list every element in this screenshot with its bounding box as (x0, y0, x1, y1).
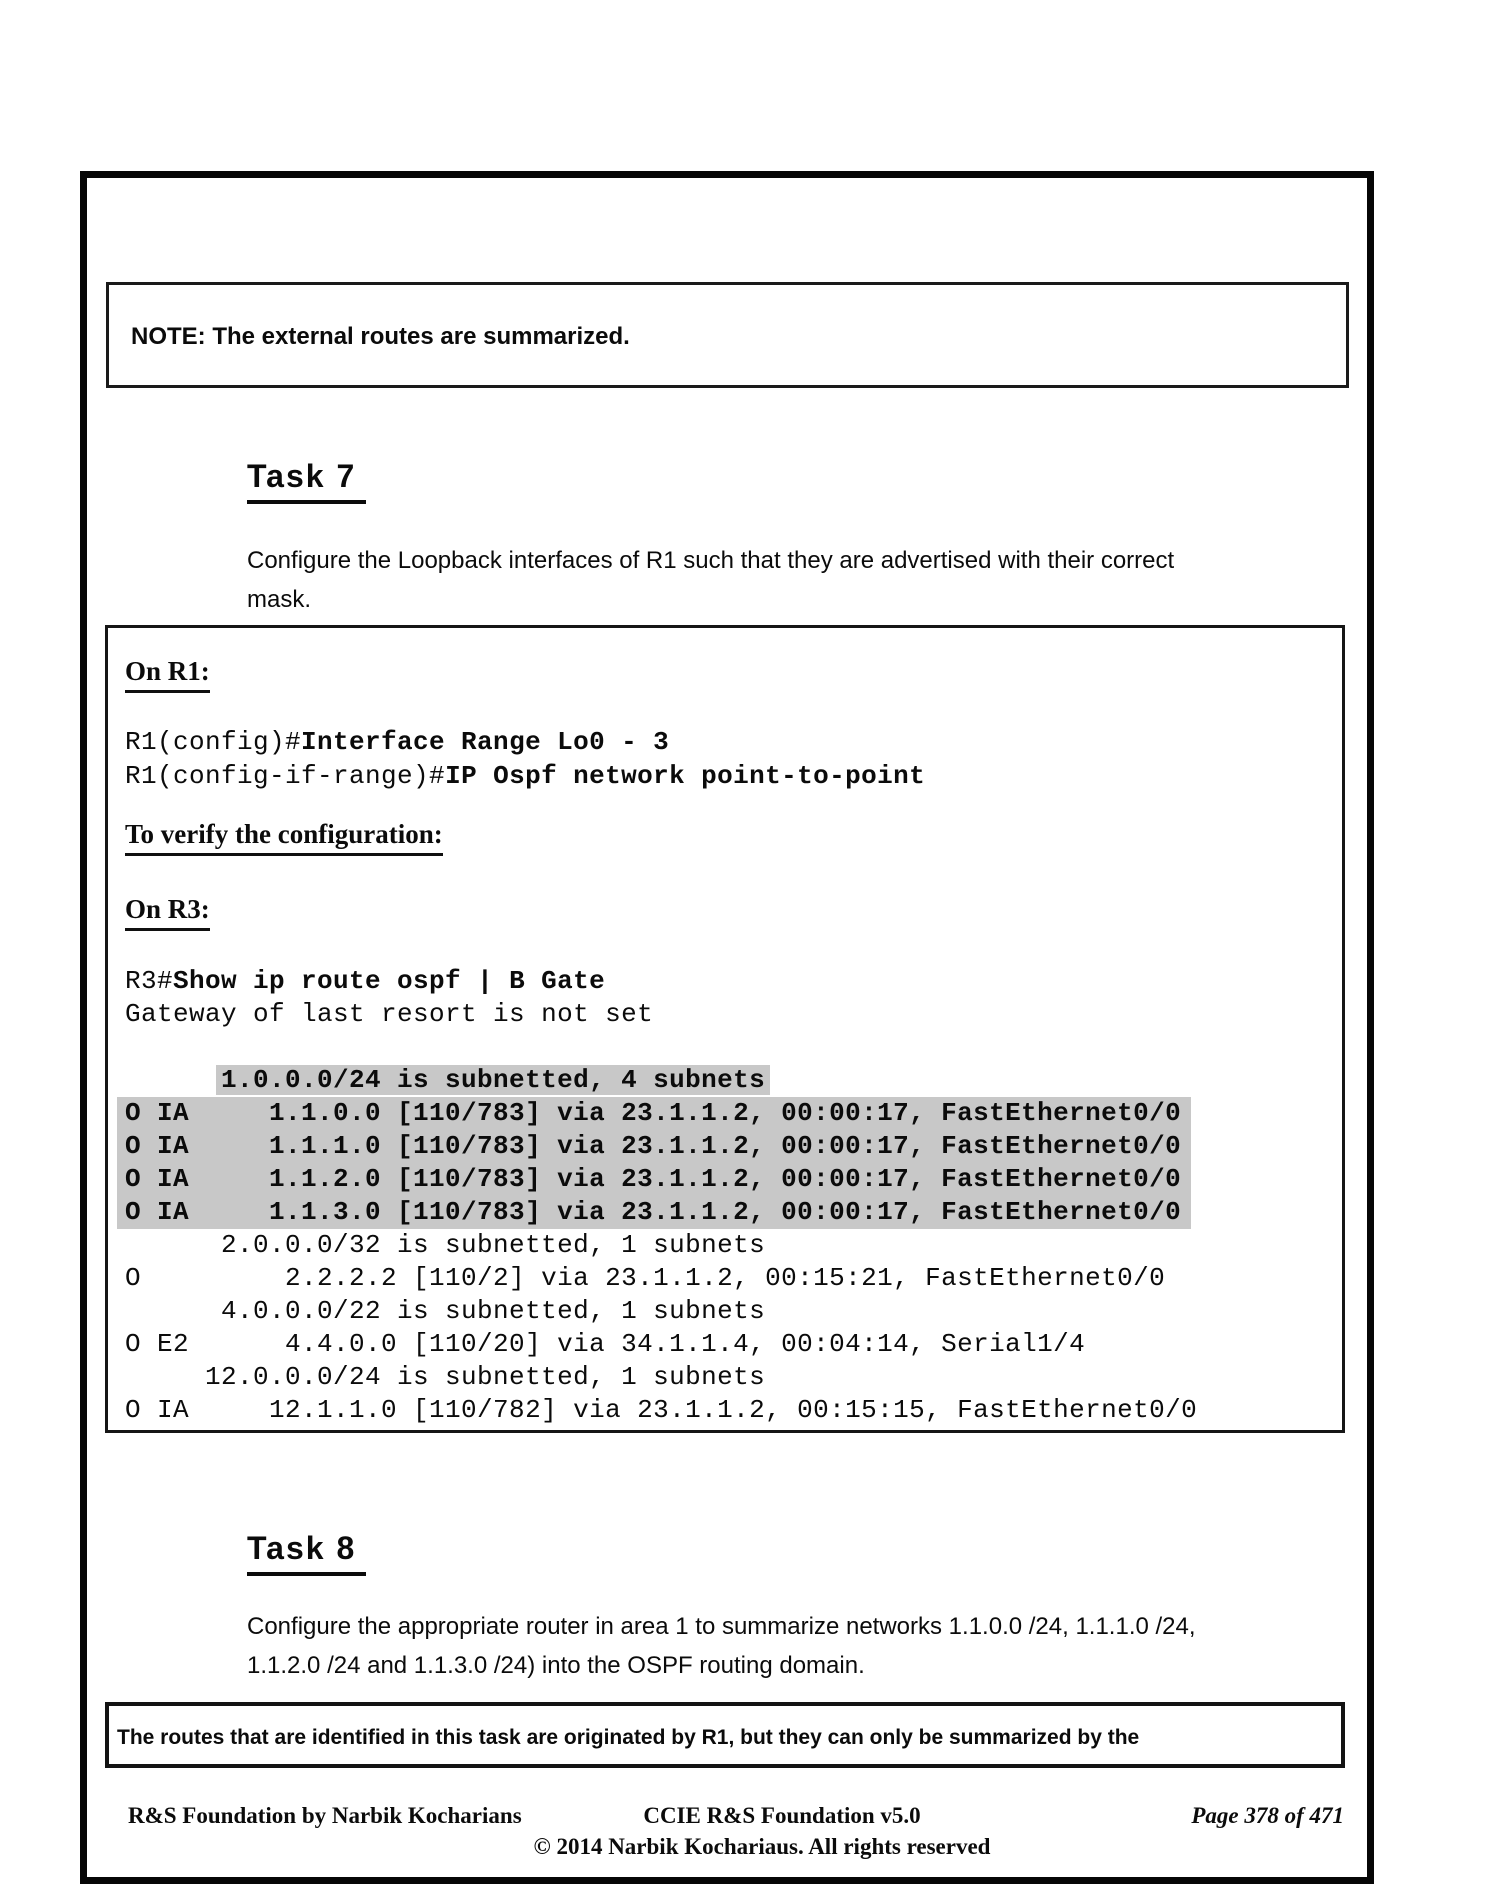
cli-prompt: R1(config)# (125, 727, 302, 757)
route-line: 4.0.0.0/22 is subnetted, 1 subnets (125, 1296, 766, 1326)
route-line: O IA 1.1.0.0 [110/783] via 23.1.1.2, 00:00:17, FastEthernet0/0 (117, 1097, 1191, 1130)
footer-copyright: © 2014 Narbik Kochariaus. All rights reserved (533, 1834, 991, 1859)
r3-prompt: R3# (125, 966, 174, 996)
route-line: 1.0.0.0/24 is subnetted, 4 subnets (221, 1065, 766, 1095)
bottom-note-text: The routes that are identified in this task are originated by R1, but they can only be summarized by the (117, 1726, 1140, 1749)
route-line: 12.0.0.0/24 is subnetted, 1 subnets (125, 1362, 766, 1392)
task7-paragraph-line: Configure the Loopback interfaces of R1 such that they are advertised with their correct (247, 547, 1175, 574)
footer-page-number: Page 378 of 471 (1191, 1803, 1344, 1828)
task8-paragraph-line: 1.1.2.0 /24 and 1.1.3.0 /24) into the OSPF routing domain. (247, 1652, 865, 1679)
cli-command: Interface Range Lo0 - 3 (301, 727, 670, 757)
cli-command-line (125, 759, 1342, 793)
on-r3-heading: On R3: (125, 894, 210, 931)
note-box (106, 282, 1349, 388)
route-line: O IA 12.1.1.0 [110/782] via 23.1.1.2, 00:15:15, FastEthernet0/0 (125, 1395, 1198, 1425)
on-r1-heading: On R1: (125, 656, 210, 693)
gateway-line: Gateway of last resort is not set (125, 999, 654, 1029)
footer-title: CCIE R&S Foundation v5.0 (643, 1803, 921, 1828)
route-line: O E2 4.4.0.0 [110/20] via 34.1.1.4, 00:04:14, Serial1/4 (125, 1329, 1086, 1359)
verify-heading: To verify the configuration: (125, 819, 443, 856)
task8-paragraph (247, 1607, 1196, 1685)
cli-prompt: R1(config-if-range)# (125, 761, 446, 791)
task8-paragraph-line: Configure the appropriate router in area 1 to summarize networks 1.1.0.0 /24, 1.1.1.0 /24, (247, 1613, 1196, 1640)
show-command: Show ip route ospf | B Gate (173, 966, 606, 996)
task7-paragraph-line: mask. (247, 586, 312, 613)
task7-heading: Task 7 (247, 458, 366, 504)
route-lines-block (125, 1064, 1342, 1427)
task7-paragraph (247, 541, 1174, 619)
cli-command: IP Ospf network point-to-point (445, 761, 926, 791)
footer-author: R&S Foundation by Narbik Kocharians (128, 1803, 522, 1828)
route-line: O IA 1.1.2.0 [110/783] via 23.1.1.2, 00:00:17, FastEthernet0/0 (117, 1163, 1191, 1196)
footer-row (80, 1803, 1374, 1833)
note-text: NOTE: The external routes are summarized. (131, 323, 630, 350)
cli-command-line (125, 725, 1342, 759)
show-ip-route-output (125, 965, 1342, 1427)
blank-line (125, 1031, 1342, 1064)
r1-command-block (125, 725, 1342, 793)
route-line: O IA 1.1.1.0 [110/783] via 23.1.1.2, 00:00:17, FastEthernet0/0 (117, 1130, 1191, 1163)
configuration-output-box (105, 625, 1345, 1433)
task8-heading: Task 8 (247, 1530, 366, 1576)
route-line: 2.0.0.0/32 is subnetted, 1 subnets (125, 1230, 766, 1260)
route-line: O IA 1.1.3.0 [110/783] via 23.1.1.2, 00:00:17, FastEthernet0/0 (117, 1196, 1191, 1229)
show-command-line (125, 965, 1342, 998)
route-line: O 2.2.2.2 [110/2] via 23.1.1.2, 00:15:21, FastEthernet0/0 (125, 1263, 1166, 1293)
bottom-note-box (105, 1702, 1345, 1768)
